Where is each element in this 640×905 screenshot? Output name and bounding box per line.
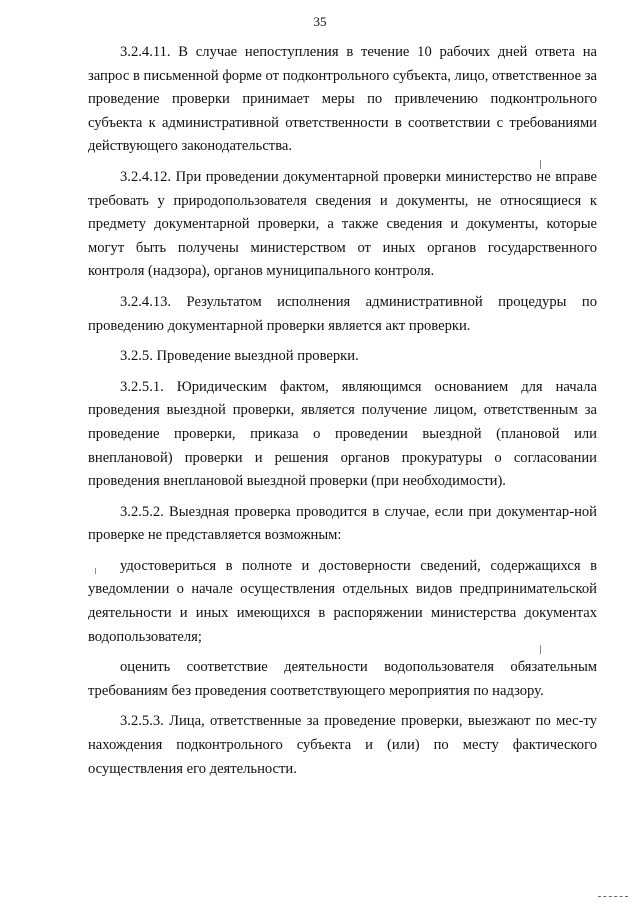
paragraph-3-2-5: 3.2.5. Проведение выездной проверки. [120,348,359,365]
paragraph-3-2-5-3: 3.2.5.3. Лица, ответственные за проведение проверки, выезжают по мес-ту нахождения подконтрольного субъекта и (или) по месту фактического осуществления его деятельности. [88,713,597,777]
page-number: 35 [313,14,327,29]
paragraph-assess-compliance: оценить соответствие деятельности водопользователя обязательным требованиям без проведения соответствующего мероприятия по надзору. [88,659,597,699]
paragraph-verify-information: удостовериться в полноте и достоверности сведений, содержащихся в уведомлении о начале осуществления отдельных видов предпринимательской деятельности и иных имеющихся в распоряжении министерства документах водопользователя; [88,557,597,645]
document-body [88,41,597,788]
scan-artifact-mark [540,645,541,654]
footer-rule [598,896,628,898]
paragraph-3-2-4-11: 3.2.4.11. В случае непоступления в течение 10 рабочих дней ответа на запрос в письменной форме от подконтрольного субъекта, лицо, ответственное за проведение проверки принимает меры по привлечению подконтрольного субъекта к административной ответственности в соответствии с требованиями действующего законодательства. [88,44,597,155]
paragraph-3-2-5-1: 3.2.5.1. Юридическим фактом, являющимся основанием для начала проведения выездной проверки, является получение лицом, ответственным за проведение проверки, приказа о проведении выездной (плановой или внеплановой) проверки и решения органов прокуратуры о согласовании проведения внеплановой выездной проверки (при необходимости). [88,378,597,490]
scan-artifact-mark [95,568,96,574]
paragraph-3-2-4-12: 3.2.4.12. При проведении документарной проверки министерство не вправе требовать у природопользователя сведения и документы, не относящиеся к предмету документарной проверки, а также сведения и документы, которые могут быть получены министерством от иных органов государственного контроля (надзора), органов муниципального контроля. [88,168,597,280]
paragraph-3-2-5-2: 3.2.5.2. Выездная проверка проводится в случае, если при документар-ной проверке не представляется возможным: [88,503,597,544]
paragraph-3-2-4-13: 3.2.4.13. Результатом исполнения административной процедуры по проведению документарной проверки является акт проверки. [88,293,597,334]
scan-artifact-mark [540,160,541,169]
